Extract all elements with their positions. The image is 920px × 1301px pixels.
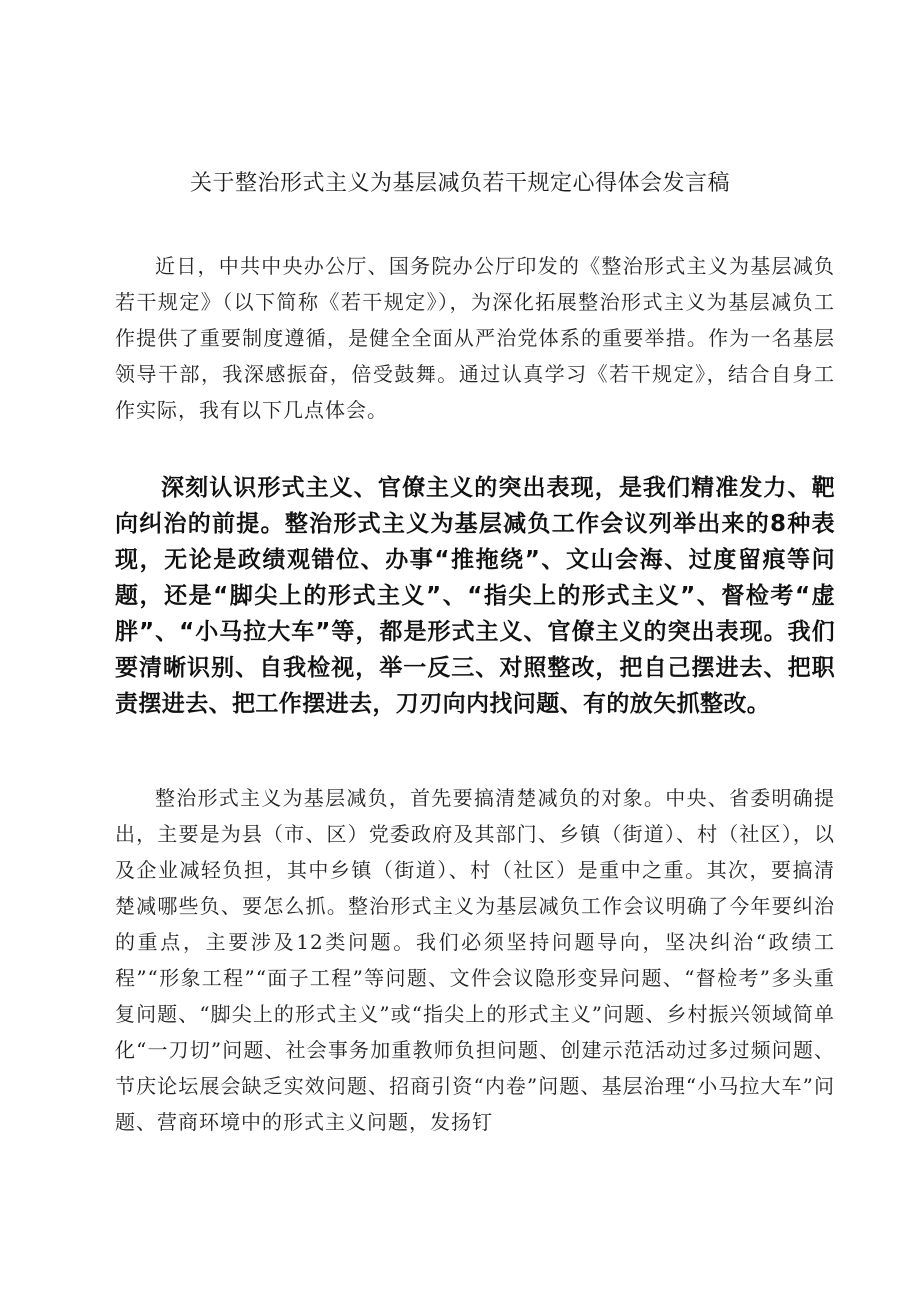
- paragraph-introduction: 近日，中共中央办公厅、国务院办公厅印发的《整治形式主义为基层减负若干规定》（以下简称《若干规定》），为深化拓展整治形式主义为基层减负工作提供了重要制度遵循，是健全全面从严治党体系的重要举措。作为一名基层领导干部，我深感振奋，倍受鼓舞。通过认真学习《若干规定》，结合自身工作实际，我有以下几点体会。: [115, 254, 835, 422]
- paragraph-reduction-targets: 整治形式主义为基层减负，首先要搞清楚减负的对象。中央、省委明确提出，主要是为县（市、区）党委政府及其部门、乡镇（街道）、村（社区），以及企业减轻负担，其中乡镇（街道）、村（社区）是重中之重。其次，要搞清楚减哪些负、要怎么抓。整治形式主义为基层减负工作会议明确了今年要纠治的重点，主要涉及12类问题。我们必须坚持问题导向，坚决纠治“政绩工程”“形象工程”“面子工程”等问题、文件会议隐形变异问题、“督检考”多头重复问题、“脚尖上的形式主义”或“指尖上的形式主义”问题、乡村振兴领域简单化“一刀切”问题、社会事务加重教师负担问题、创建示范活动过多过频问题、节庆论坛展会缺乏实效问题、招商引资“内卷”问题、基层治理“小马拉大车”问题、营商环境中的形式主义问题，发扬钉: [115, 786, 835, 1134]
- document-title: 关于整治形式主义为基层减负若干规定心得体会发言稿: [189, 171, 730, 196]
- paragraph-key-point: 深刻认识形式主义、官僚主义的突出表现，是我们精准发力、靶向纠治的前提。整治形式主义为基层减负工作会议列举出来的8种表现，无论是政绩观错位、办事“推拖绕”、文山会海、过度留痕等问题，还是“脚尖上的形式主义”、“指尖上的形式主义”、督检考“虚胖”、“小马拉大车”等，都是形式主义、官僚主义的突出表现。我们要清晰识别、自我检视，举一反三、对照整改，把自己摆进去、把职责摆进去、把工作摆进去，刀刃向内找问题、有的放矢抓整改。: [115, 475, 835, 717]
